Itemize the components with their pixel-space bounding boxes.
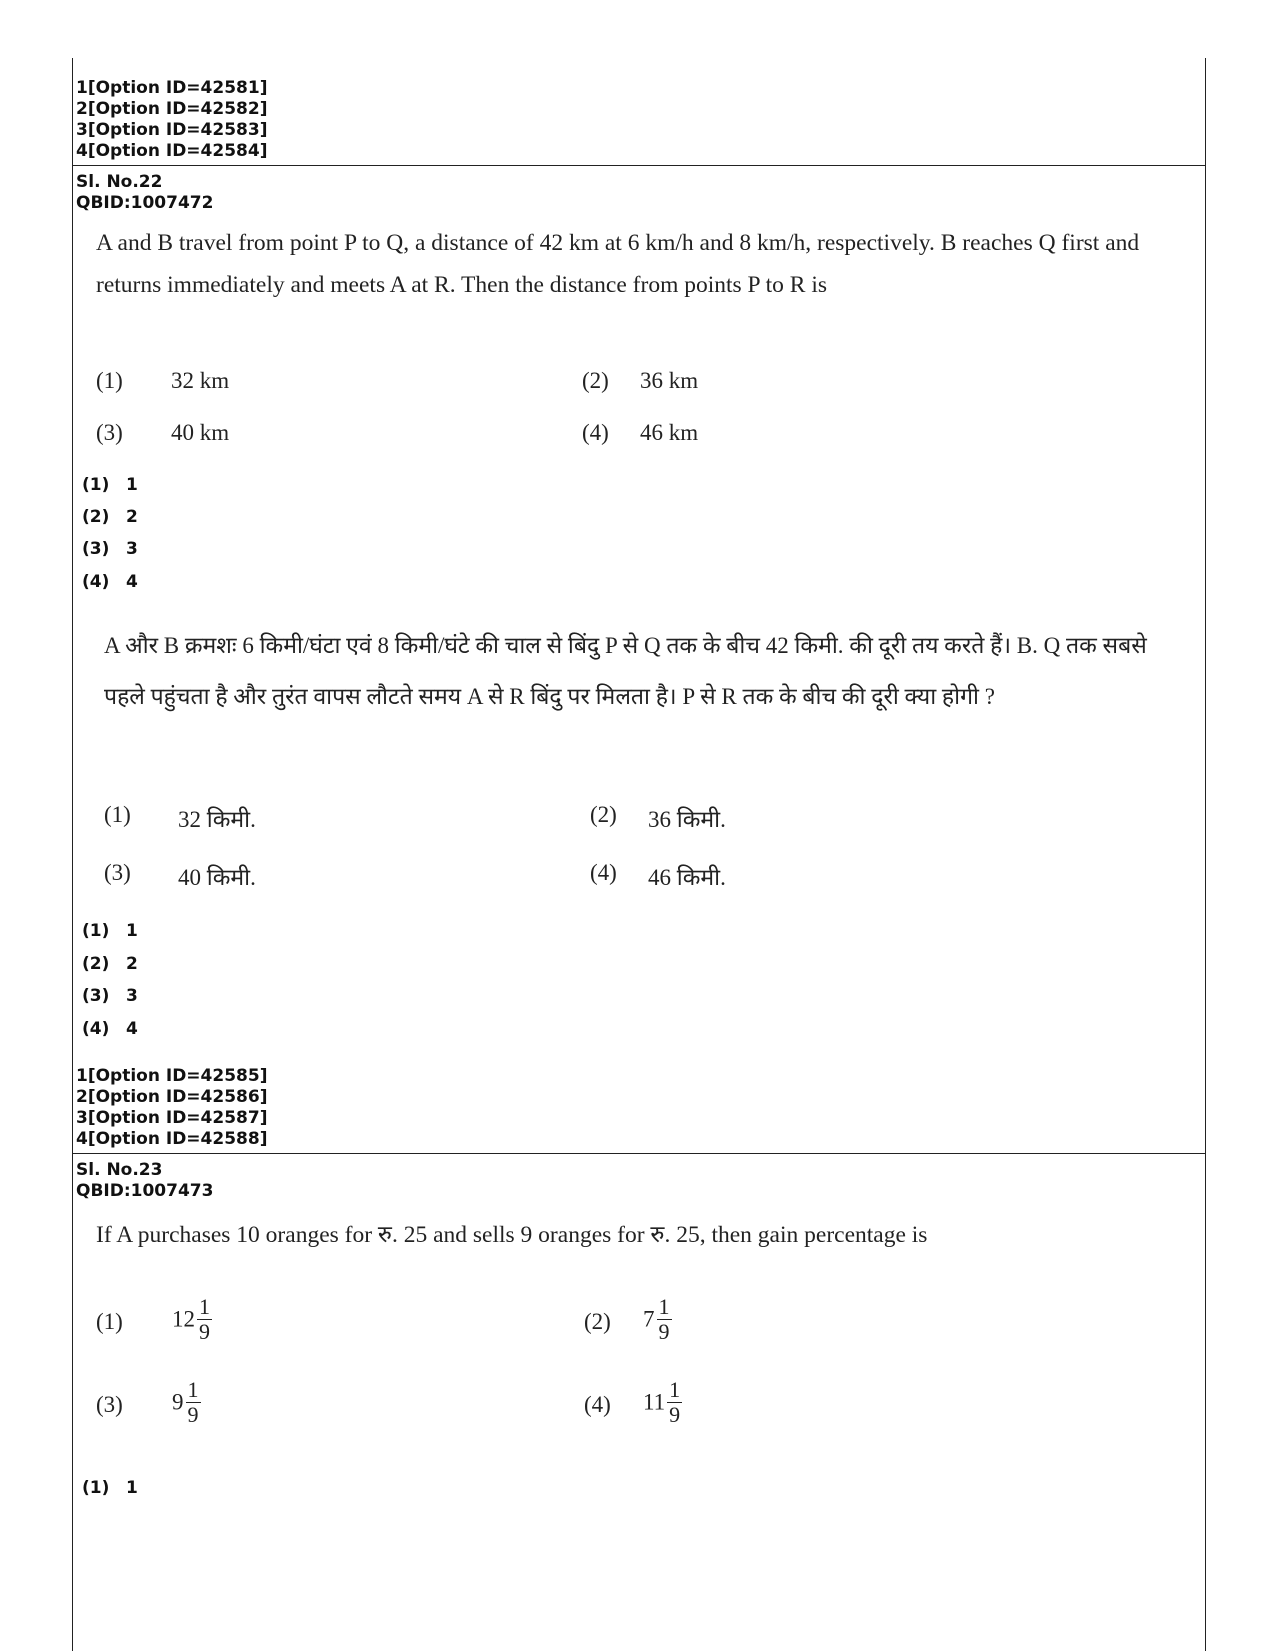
option-2	[582, 368, 699, 394]
question-header	[76, 1160, 213, 1202]
option-text: 32 km	[171, 368, 230, 393]
question-text-english: A and B travel from point P to Q, a distance of 42 km at 6 km/h and 8 km/h, respectively. B reaches Q first and returns immediately and meets A at R. Then the distance from points P to R is	[96, 230, 1140, 298]
qbid: QBID:1007472	[76, 193, 214, 213]
option-1	[96, 1295, 396, 1351]
option-number: (4)	[582, 420, 609, 445]
answer-choice[interactable]: (1) 1	[82, 475, 138, 495]
answer-choice[interactable]: (1) 1	[82, 921, 138, 941]
serial-number: Sl. No.22	[76, 172, 163, 192]
option-3-hindi	[104, 860, 256, 890]
option-number: (2)	[584, 1309, 611, 1334]
option-id: 1[Option ID=42585]	[76, 1066, 268, 1086]
answer-choice[interactable]: (1) 1	[82, 1478, 138, 1498]
answer-choice[interactable]: (2) 2	[82, 954, 138, 974]
option-id: 2[Option ID=42586]	[76, 1087, 268, 1107]
answer-choice[interactable]: (3) 3	[82, 986, 138, 1006]
option-4	[582, 420, 699, 446]
option-2-hindi	[590, 802, 726, 832]
section-divider	[72, 1153, 1206, 1154]
option-text: 40 km	[171, 420, 230, 445]
section-divider	[72, 165, 1206, 166]
mixed-fraction: 9 $\frac{1}{9}$	[172, 1377, 199, 1427]
answer-choice[interactable]: (2) 2	[82, 507, 138, 527]
option-id: 1[Option ID=42581]	[76, 78, 268, 98]
option-number: (1)	[96, 368, 123, 393]
qbid: QBID:1007473	[76, 1181, 214, 1201]
answer-choice[interactable]: (4) 4	[82, 572, 138, 592]
option-number: (3)	[96, 420, 123, 445]
option-text: 32 किमी.	[178, 807, 256, 832]
option-text: 40 किमी.	[178, 865, 256, 890]
option-number: (4)	[590, 860, 617, 885]
option-number: (2)	[582, 368, 609, 393]
option-text: 46 km	[640, 420, 699, 445]
question-text-hindi: A और B क्रमशः 6 किमी/घंटा एवं 8 किमी/घंटे की चाल से बिंदु P से Q तक के बीच 42 किमी. की दूरी तय करते हैं। B. Q तक सबसे पहले पहुंचता है और तुरंत वापस लौटते समय A से R बिंदु पर मिलता है। P से R तक के बीच की दूरी क्या होगी ?	[104, 633, 1147, 709]
option-4	[584, 1378, 884, 1434]
option-id: 3[Option ID=42587]	[76, 1108, 268, 1128]
option-1-hindi	[104, 802, 256, 832]
option-id: 3[Option ID=42583]	[76, 120, 268, 140]
mixed-fraction: 7 $\frac{1}{9}$	[643, 1294, 670, 1344]
question-header	[76, 172, 213, 214]
option-id: 4[Option ID=42584]	[76, 141, 268, 161]
serial-number: Sl. No.23	[76, 1160, 163, 1180]
option-id: 4[Option ID=42588]	[76, 1129, 268, 1149]
option-id-list	[76, 78, 267, 162]
option-number: (4)	[584, 1392, 611, 1417]
option-4-hindi	[590, 860, 726, 890]
mixed-fraction: 12 $\frac{1}{9}$	[172, 1294, 210, 1344]
answer-choice[interactable]: (3) 3	[82, 539, 138, 559]
option-text: 46 किमी.	[648, 865, 726, 890]
option-number: (1)	[104, 802, 131, 827]
option-number: (2)	[590, 802, 617, 827]
option-number: (3)	[96, 1392, 123, 1417]
option-id: 2[Option ID=42582]	[76, 99, 268, 119]
option-number: (1)	[96, 1309, 123, 1334]
option-number: (3)	[104, 860, 131, 885]
option-id-list	[76, 1066, 267, 1150]
option-2	[584, 1295, 884, 1351]
mixed-fraction: 11 $\frac{1}{9}$	[643, 1377, 681, 1427]
answer-choice[interactable]: (4) 4	[82, 1019, 138, 1039]
question-text-english: If A purchases 10 oranges for रु. 25 and sells 9 oranges for रु. 25, then gain percentage is	[96, 1222, 928, 1248]
option-text: 36 km	[640, 368, 699, 393]
option-1	[96, 368, 230, 394]
option-text: 36 किमी.	[648, 807, 726, 832]
option-3	[96, 420, 230, 446]
option-3	[96, 1378, 396, 1434]
